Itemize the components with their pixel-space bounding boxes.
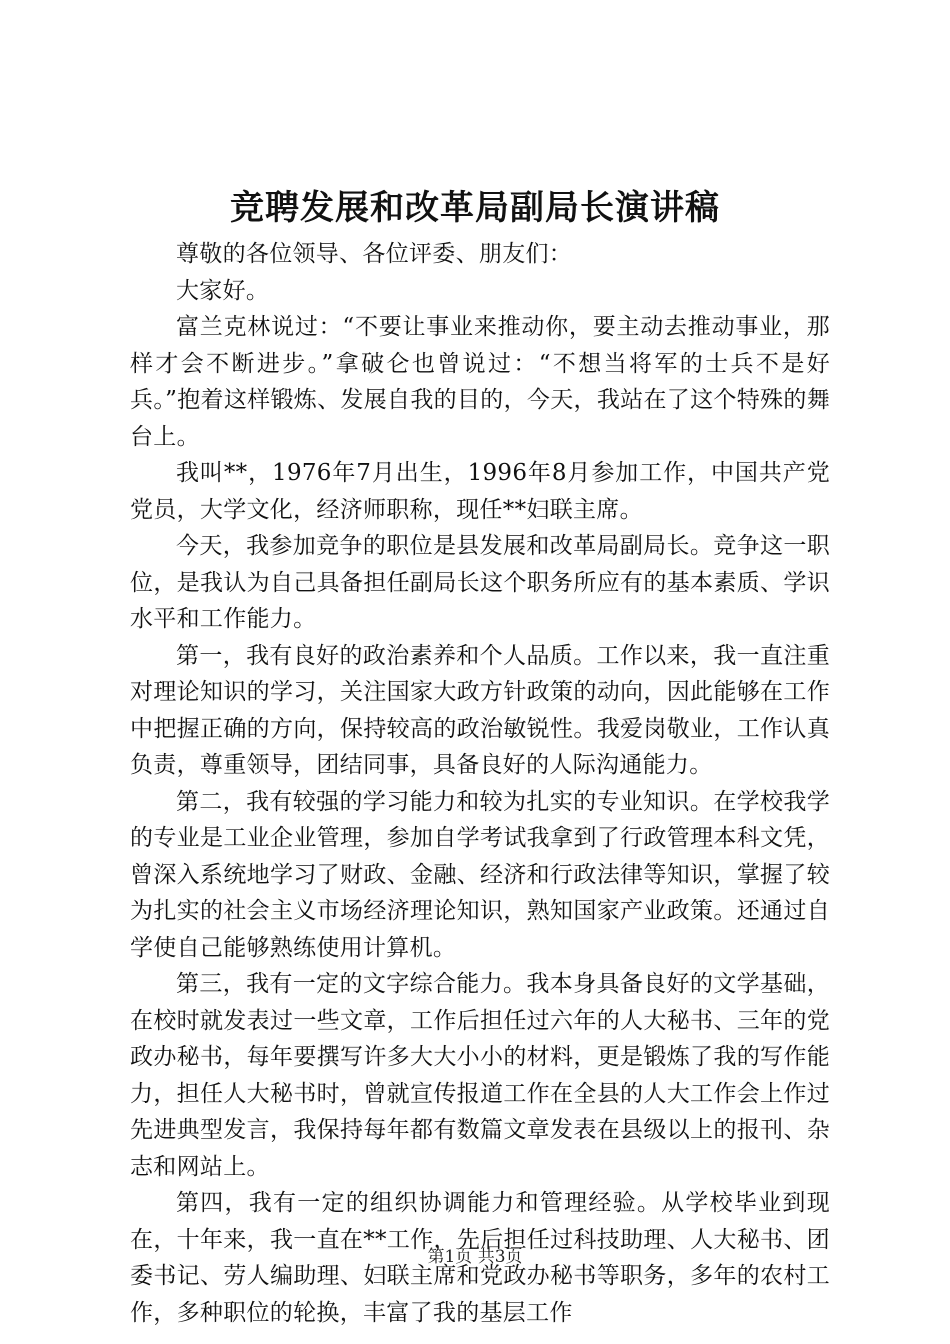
point-one-paragraph: 第一，我有良好的政治素养和个人品质。工作以来，我一直注重对理论知识的学习，关注国家大政方针政策的动向，因此能够在工作中把握正确的方向，保持较高的政治敏锐性。我爱岗敬业，工作认真负责，尊重领导，团结同事，具备良好的人际沟通能力。 (130, 642, 830, 778)
document-title: 竞聘发展和改革局副局长演讲稿 (230, 188, 720, 228)
quote-paragraph: 富兰克林说过：“不要让事业来推动你，要主动去推动事业，那样才会不断进步。”拿破仑也曾说过：“不想当将军的士兵不是好兵。”抱着这样锻炼、发展自我的目的，今天，我站在了这个特殊的舞台上。 (130, 314, 830, 450)
self-introduction-paragraph: 我叫**，1976年7月出生，1996年8月参加工作，中国共产党党员，大学文化，经济师职称，现任**妇联主席。 (130, 460, 830, 523)
salutation-paragraph: 尊敬的各位领导、各位评委、朋友们： (176, 241, 573, 267)
point-two-paragraph: 第二，我有较强的学习能力和较为扎实的专业知识。在学校我学的专业是工业企业管理，参加自学考试我拿到了行政管理本科文凭，曾深入系统地学习了财政、金融、经济和行政法律等知识，掌握了较为扎实的社会主义市场经济理论知识，熟知国家产业政策。还通过自学使自己能够熟练使用计算机。 (130, 788, 830, 961)
page-number-footer: 第1页 共3页 (427, 1247, 523, 1267)
position-paragraph: 今天，我参加竞争的职位是县发展和改革局副局长。竞争这一职位，是我认为自己具备担任副局长这个职务所应有的基本素质、学识水平和工作能力。 (130, 533, 830, 632)
greeting-paragraph: 大家好。 (176, 277, 270, 304)
point-four-paragraph: 第四，我有一定的组织协调能力和管理经验。从学校毕业到现在，十年来，我一直在**工作，先后担任过科技助理、人大秘书、团委书记、劳人编助理、妇联主席和党政办秘书等职务，多年的农村工作，多种职位的轮换，丰富了我的基层工作 (130, 1190, 830, 1326)
point-three-paragraph: 第三，我有一定的文字综合能力。我本身具备良好的文学基础，在校时就发表过一些文章，工作后担任过六年的人大秘书、三年的党政办秘书，每年要撰写许多大大小小的材料，更是锻炼了我的写作能力，担任人大秘书时，曾就宣传报道工作在全县的人大工作会上作过先进典型发言，我保持每年都有数篇文章发表在县级以上的报刊、杂志和网站上。 (130, 971, 830, 1180)
document-body (130, 236, 830, 1331)
